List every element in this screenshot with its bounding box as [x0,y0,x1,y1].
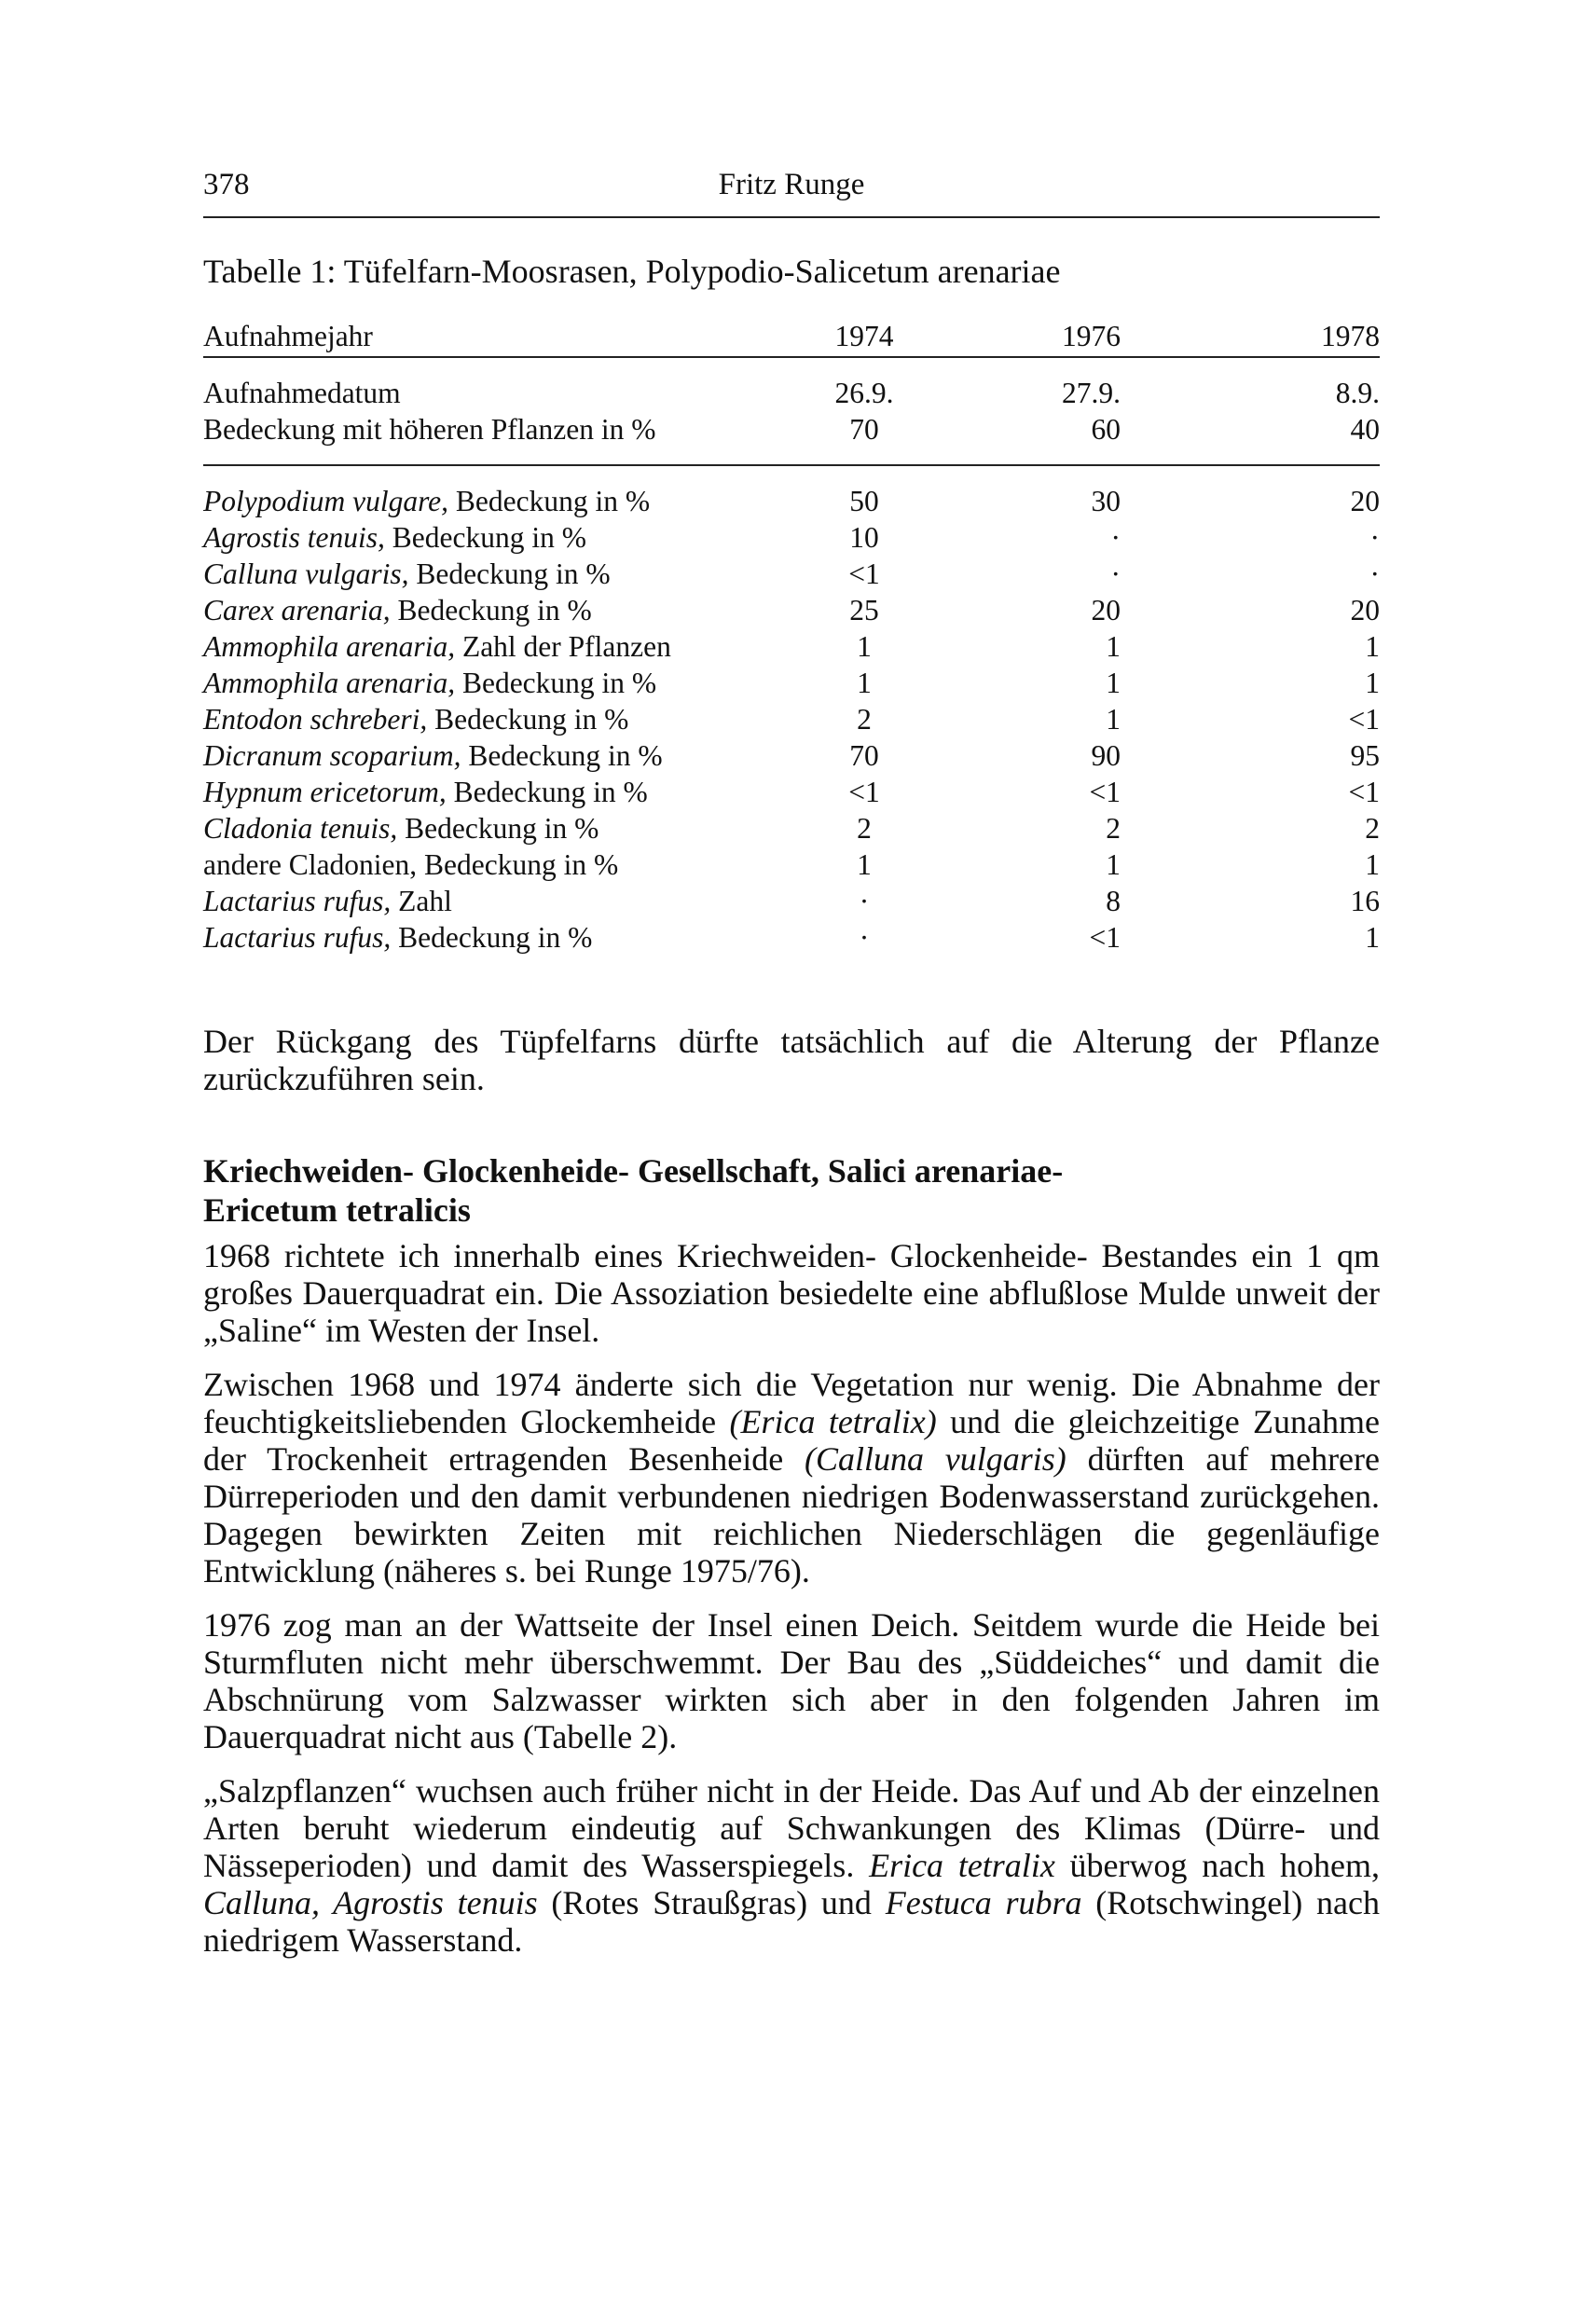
table-cell: 25 [849,594,879,626]
table-row [203,519,1380,556]
species-label: Entodon schreberi, Bedeckung in % [203,703,629,736]
species-label: Calluna vulgaris, Bedeckung in % [203,557,611,590]
table-cell: <1 [1348,703,1380,736]
date-1: 26.9. [834,377,894,409]
page-number: 378 [203,168,250,201]
table-row [203,737,1380,774]
species-label: Dicranum scoparium, Bedeckung in % [203,739,663,772]
table-cell: <1 [848,776,880,808]
year-3: 1978 [1321,319,1380,352]
species-label: Ammophila arenaria, Zahl der Pflanzen [203,630,671,663]
table-cell: <1 [1089,776,1121,808]
table-row [203,411,1380,447]
section-heading-line: Kriechweiden- Glockenheide- Gesellschaft, Salici arenariae- [203,1152,1064,1190]
species-label: andere Cladonien, Bedeckung in % [203,848,619,881]
table-cell: 90 [1091,739,1121,772]
table-cell: 1 [1106,667,1121,699]
table-cell: 1 [1365,921,1380,954]
cover-1: 70 [849,413,879,446]
cover-label: Bedeckung mit höheren Pflanzen in % [203,413,656,446]
table-cell: · [1369,557,1380,590]
table-cell: · [1110,521,1121,554]
date-2: 27.9. [1062,377,1121,409]
table-row [203,592,1380,628]
running-title: Fritz Runge [718,168,865,201]
table-cell: <1 [1348,776,1380,808]
table-cell: <1 [848,557,880,590]
table-cell: · [859,921,870,954]
cover-3: 40 [1350,413,1380,446]
table-cell: 1 [1365,667,1380,699]
header-rule [203,216,1380,218]
table-header-row [203,315,1380,357]
table-cell: 2 [1365,812,1380,845]
paragraph: Der Rückgang des Tüpfelfarns dürfte tatsächlich auf die Alterung der Pflanze zurückzuführen sein. [203,1023,1380,1097]
table-cell: · [859,885,870,917]
paragraph: 1976 zog man an der Wattseite der Insel einen Deich. Seitdem wurde die Heide bei Sturmfluten nicht mehr überschwemmt. Der Bau des „Süddeiches“ und damit die Abschnürung vom Salzwasser wirkten sich aber in den folgenden Jahren im Dauerquadrat nicht aus (Tabelle 2). [203,1606,1380,1755]
table-row [203,701,1380,737]
table-cell: 16 [1350,885,1380,917]
table-cell: 20 [1091,594,1121,626]
table-row [203,846,1380,883]
table-cell: 70 [849,739,879,772]
table-row [203,665,1380,701]
table-cell: <1 [1089,921,1121,954]
table-cell: 50 [849,485,879,517]
table-cell: 1 [1106,630,1121,663]
table-cell: 1 [857,630,872,663]
section-heading-line: Ericetum tetralicis [203,1191,471,1229]
table-caption: Tabelle 1: Tüfelfarn-Moosrasen, Polypodio-Salicetum arenariae [203,253,1061,290]
date-label: Aufnahmedatum [203,377,401,409]
paragraph: „Salzpflanzen“ wuchsen auch früher nicht in der Heide. Das Auf und Ab der einzelnen Arten beruht wiederum eindeutig auf Schwankungen des Klimas (Dürre- und Nässeperioden) und damit des Wasserspiegels. Erica tetralix überwog nach hohem, Calluna, Agrostis tenuis (Rotes Straußgras) und Festuca rubra (Rotschwingel) nach niedrigem Wasserstand. [203,1772,1381,1959]
species-label: Carex arenaria, Bedeckung in % [203,594,592,626]
date-3: 8.9. [1335,377,1380,409]
species-label: Cladonia tenuis, Bedeckung in % [203,812,599,845]
table-row [203,483,1380,519]
table-cell: 2 [857,812,872,845]
table-cell: 2 [1106,812,1121,845]
table-cell: 1 [1365,848,1380,881]
table-row [203,556,1380,592]
table-row [203,774,1380,810]
table-cell: 20 [1350,485,1380,517]
table-cell: · [1369,521,1380,554]
species-label: Polypodium vulgare, Bedeckung in % [203,485,651,517]
table-row [203,810,1380,846]
table-cell: 1 [857,667,872,699]
section-heading [203,1151,1380,1230]
table-cell: 95 [1350,739,1380,772]
year-2: 1976 [1062,319,1121,352]
table-cell: 1 [1106,848,1121,881]
table-row [203,628,1380,665]
cover-2: 60 [1091,413,1121,446]
table-cell: · [1110,557,1121,590]
species-label: Hypnum ericetorum, Bedeckung in % [203,776,648,808]
year-label: Aufnahmejahr [203,319,373,352]
paragraph: Zwischen 1968 und 1974 änderte sich die Vegetation nur wenig. Die Abnahme der feuchtigkeitsliebenden Glockemheide (Erica tetralix) und die gleichzeitige Zunahme der Trockenheit ertragenden Besenheide (Calluna vulgaris) dürften auf mehrere Dürreperioden und den damit verbundenen niedrigen Bodenwasserstand zurückgehen. Dagegen bewirkten Zeiten mit reichlichen Niederschlägen die gegenläufige Entwicklung (näheres s. bei Runge 1975/76). [203,1366,1380,1590]
table-cell: 10 [849,521,879,554]
year-1: 1974 [834,319,894,352]
paragraph: 1968 richtete ich innerhalb eines Kriechweiden- Glockenheide- Bestandes ein 1 qm großes Dauerquadrat ein. Die Assoziation besiedelte eine abflußlose Mulde unweit der „Saline“ im Westen der Insel. [203,1237,1380,1349]
body-text [203,1023,1380,1975]
table-row [203,919,1380,956]
table-cell: 8 [1106,885,1121,917]
table-cell: 1 [857,848,872,881]
table-cell: 30 [1091,485,1121,517]
species-label: Ammophila arenaria, Bedeckung in % [203,667,657,699]
species-label: Agrostis tenuis, Bedeckung in % [203,521,586,554]
species-label: Lactarius rufus, Zahl [203,885,452,917]
species-label: Lactarius rufus, Bedeckung in % [203,921,593,954]
table-cell: 1 [1106,703,1121,736]
table-cell: 20 [1350,594,1380,626]
table-row [203,375,1380,411]
table-cell: 2 [857,703,872,736]
table-row [203,883,1380,919]
page-header [203,168,1380,205]
table-cell: 1 [1365,630,1380,663]
vegetation-table [203,315,1380,956]
